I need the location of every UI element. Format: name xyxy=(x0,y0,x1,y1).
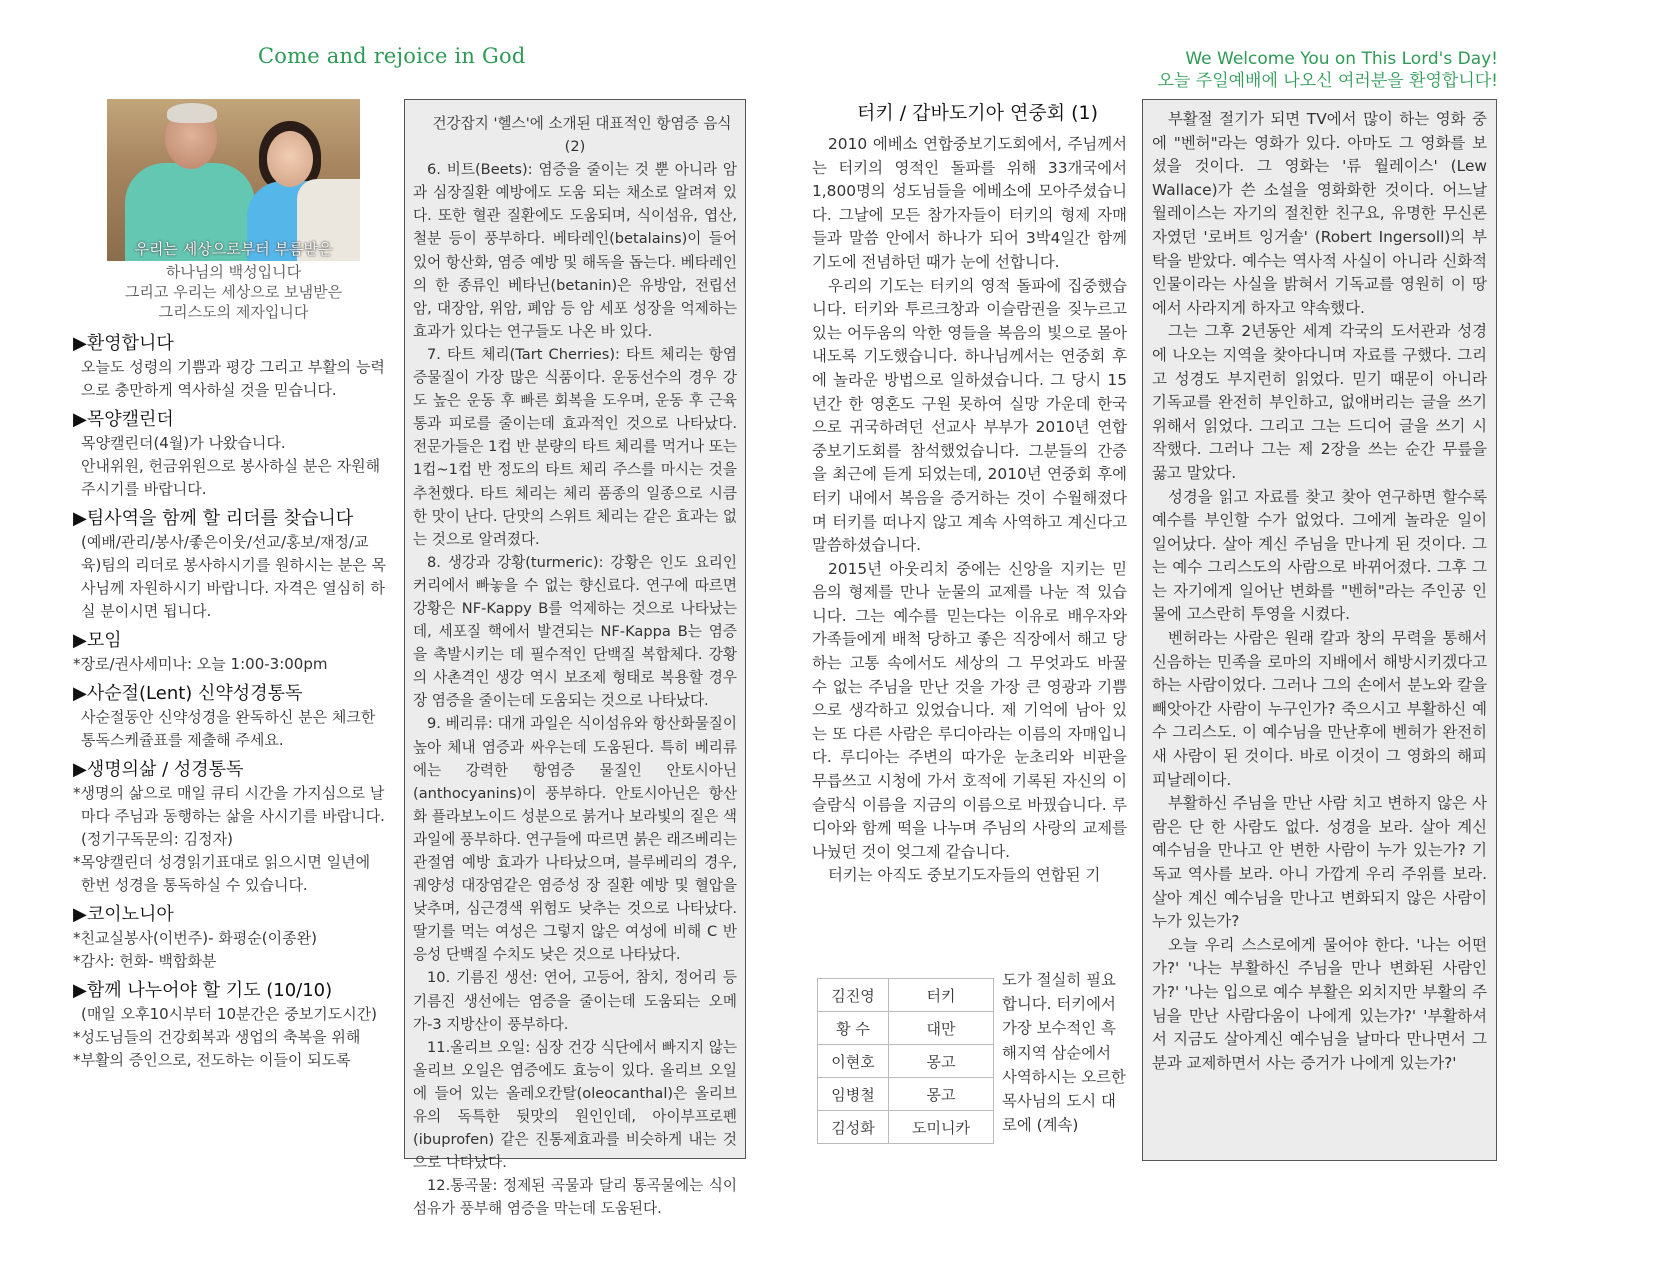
welcome-english: We Welcome You on This Lord's Day! xyxy=(1185,49,1498,69)
column-paragraph: 부활하신 주님을 만난 사람 치고 변하지 않은 사람은 단 한 사람도 없다. 성경을 보라. 살아 계신 예수님을 만나고 안 변한 사람이 누가 있는가? 기독교 역사를 보라. 아니 가깝게 우리 주위를 보라. 살아 계신 예수님을 만나고 변화되지 않은 사람이 누가 있는가? xyxy=(1152,794,1487,931)
life-text: *생명의 삶으로 매일 큐티 시간을 가지심으로 날마다 주님과 동행하는 삶을 사시기를 바랍니다.(정기구독문의: 김정자) xyxy=(73,784,385,848)
missionary-country: 몽고 xyxy=(889,1078,994,1111)
life-title: ▶생명의삶 / 성경통독 xyxy=(73,759,244,780)
caption-line: 그리스도의 제자입니다 xyxy=(158,303,309,321)
welcome-title: ▶환영합니다 xyxy=(73,333,174,354)
health-item-tart-cherries: 7. 타트 체리(Tart Cherries): 타트 체리는 항염증물질이 가장 많은 식품이다. 운동선수의 경우 강도 높은 운동 후 빠른 회복을 도우며, 운동 후 근육통과 피로를 줄이는데 효과적인 것으로 나타났다. 전문가들은 1컵 반 분량의 타트 체리를 먹거나 또는 1컵~1컵 반 정도의 타트 체리 주스를 마시는 것을 추천했다. 타트 체리는 체리 품종의 일종으로 시큼한 맛이 난다. 단맛의 스위트 체리는 같은 효과는 없는 것으로 알려졌다. xyxy=(413,345,737,548)
koinonia-thanks-text: *감사: 헌화- 백합화분 xyxy=(73,952,217,970)
turkey-article xyxy=(812,99,1127,888)
column-paragraph: 성경을 읽고 자료를 찾고 찾아 연구하면 할수록 예수를 부인할 수가 없었다. 그에게 놀라운 일이 일어났다. 살아 계신 주님을 만나게 된 것이다. 그는 예수 그리스도의 사람으로 바뀌어졌다. 그후 그는 자기에게 일어난 변화를 "벤허"라는 주인공 인물에 고스란히 투영을 시켰다. xyxy=(1152,487,1487,624)
welcome-text: 오늘도 성령의 기쁨과 평강 그리고 부활의 능력으로 충만하게 역사하실 것을 믿습니다. xyxy=(81,358,385,399)
table-row xyxy=(818,1078,994,1111)
health-item-fish: 10. 기름진 생선: 연어, 고등어, 참치, 정어리 등 기름진 생선에는 염증을 줄이는데 도움되는 오메가-3 지방산이 풍부하다. xyxy=(413,969,737,1033)
header-welcome xyxy=(1158,48,1498,92)
prayer-item: *성도님들의 건강회복과 생업의 축복을 위해 xyxy=(73,1028,361,1046)
welcome-korean: 오늘 주일예배에 나오신 여러분을 환영합니다! xyxy=(1157,71,1498,91)
health-item-whole-grains: 12.통곡물: 정제된 곡물과 달리 통곡물에는 식이섬유가 풍부해 염증을 막는데 도움된다. xyxy=(413,1177,737,1218)
article-tail-text: 도가 절실히 필요합니다. 터키에서 가장 보수적인 흑해지역 삼순에서 사역하시는 오르한 목사님의 도시 대로에 (계속) xyxy=(1002,971,1126,1135)
photo-caption xyxy=(107,262,360,322)
health-item-berries: 9. 베리류: 대개 과일은 식이섬유와 항산화물질이 높아 체내 염증과 싸우는데 도움된다. 특히 베리류에는 강력한 항염증 물질인 안토시아닌(anthocyanins)이 풍부하다. 안토시아닌은 항산화 플라보노이드 성분으로 붉거나 보라빛의 짙은 색 과일에 풍부하다. 연구들에 따르면 붉은 래즈베리는 관절염 예방 효과가 나타났으며, 블루베리의 경우, 궤양성 대장염같은 염증성 장 질환 예방 및 혈압을 낮추며, 심근경색 위험도 낮추는 것으로 나타났다. 딸기를 먹는 여성은 그렇지 않은 여성에 비해 C 반응성 단백질 수치도 낮은 것으로 나타났다. xyxy=(413,715,737,964)
koinonia-title: ▶코이노니아 xyxy=(73,904,174,925)
table-row xyxy=(818,1045,994,1078)
prayer-title: ▶함께 나누어야 할 기도 (10/10) xyxy=(73,980,333,1001)
article-paragraph: 2015년 아웃리치 중에는 신앙을 지키는 믿음의 형제를 만나 눈물의 교제를 나눈 적 있습니다. 그는 예수를 믿는다는 이유로 배우자와 가족들에게 배척 당하고 좋은 직장에서 해고 당하는 고통 속에서도 세상의 그 무엇과도 바꿀 수 없는 주님을 만난 것을 가장 큰 영광과 기쁨으로 생각하고 있었습니다. 제 기억에 남아 있는 또 다른 사람은 루디아라는 이름의 자매입니다. 루디아는 주변의 따가운 눈초리와 비판을 무릅쓰고 시청에 가서 호적에 기록된 자신의 이슬람식 이름을 지금의 이름으로 바꿨습니다. 루디아와 함께 떡을 나누며 주님의 사랑의 교제를 나눴던 것이 엊그제 같습니다. xyxy=(812,559,1127,861)
health-heading: 건강잡지 '헬스'에 소개된 대표적인 항염증 음식 (2) xyxy=(432,115,732,156)
calendar-volunteer-text: 안내위원, 헌금위원으로 봉사하실 분은 자원해 주시기를 바랍니다. xyxy=(81,457,381,498)
missionary-name: 임병철 xyxy=(818,1078,889,1111)
koinonia-service-text: *친교실봉사(이번주)- 화평순(이종완) xyxy=(73,929,317,947)
photo-figure-woman-head xyxy=(267,131,313,187)
caption-line: 그리고 우리는 세상으로 보냄받은 xyxy=(124,283,343,301)
caption-line: 하나님의 백성입니다 xyxy=(165,263,302,281)
article-title: 터키 / 갑바도기아 연중회 (1) xyxy=(856,102,1098,124)
lent-title: ▶사순절(Lent) 신약성경통독 xyxy=(73,683,303,704)
missionary-country: 몽고 xyxy=(889,1045,994,1078)
meeting-title: ▶모임 xyxy=(73,630,122,651)
health-item-turmeric: 8. 생강과 강황(turmeric): 강황은 인도 요리인 커리에서 빠놓을 수 없는 향신료다. 연구에 따르면 강황은 NF-Kappy B를 억제하는 것으로 나타났는데, 세포질 핵에서 발견되는 NF-Kappa B는 염증을 촉발시키는 데 필수적인 단백질 복합체다. 강황의 사촌격인 생강 역시 보조제 형태로 복용할 경우 장 염증을 줄이는데 도움되는 것으로 나타났다. xyxy=(413,553,737,710)
table-row xyxy=(818,1012,994,1045)
photo-figure-man-hair xyxy=(167,103,217,123)
table-row xyxy=(818,979,994,1012)
missionary-country: 도미니카 xyxy=(889,1111,994,1144)
leaders-text: (예배/관리/봉사/좋은이웃/선교/홍보/재정/교육)팀의 리더로 봉사하시기를 원하시는 분은 목사님께 자원하시기 바랍니다. 자격은 열심히 하실 분이시면 됩니다. xyxy=(81,533,387,620)
table-row xyxy=(818,1111,994,1144)
missionary-country: 대만 xyxy=(889,1012,994,1045)
column-paragraph: 부활절 절기가 되면 TV에서 많이 하는 영화 중에 "벤허"라는 영화가 있다. 아마도 그 영화를 보셨을 것이다. 그 영화는 '류 월레이스' (Lew Wallace)가 쓴 소설을 영화화한 것이다. 어느날 월레이스는 자기의 절친한 친구요, 유명한 무신론자였던 '로버트 잉거솔' (Robert Ingersoll)의 부탁을 받았다. 예수는 역사적 사실이 아니라 신화적 인물이라는 사실을 밝혀서 기독교를 영원히 이 땅에서 사라지게 하자고 약속했다. xyxy=(1152,110,1487,317)
column-paragraph: 벤허라는 사람은 원래 칼과 창의 무력을 통해서 신음하는 민족을 로마의 지배에서 해방시키겠다고 하는 사람이었다. 그러나 그의 손에서 분노와 칼을 빼앗아간 사람이 누구인가? 죽으시고 부활하신 예수 그리스도. 이 예수님을 만난후에 벤허가 완전히 새 사람이 된 것이다. 바로 이것이 그 영화의 해피 피날레이다. xyxy=(1152,629,1487,789)
article-paragraph: 우리의 기도는 터키의 영적 돌파에 집중했습니다. 터키와 투르크창과 이슬람권을 짖누르고 있는 어두움의 악한 영들을 복음의 빛으로 몰아내도록 기도했습니다. 하나님께서는 연중회 후에 놀라운 방법으로 일하셨습니다. 그 당시 15년간 한 영혼도 구원 못하여 실망 가운데 한국으로 귀국하려던 선교사 부부가 2010년 연합중보기도회를 참석했었습니다. 그분들의 간증을 최근에 듣게 되었는데, 2010년 연중회 후에 터키 내에서 복음을 증거하는 것이 수월해졌다며 터키를 떠나지 않고 계속 사역하고 계신다고 말씀하셨습니다. xyxy=(812,276,1127,555)
calendar-title: ▶목양캘린더 xyxy=(73,409,174,430)
health-article-box xyxy=(404,99,746,1218)
health-item-olive-oil: 11.올리브 오일: 심장 건강 식단에서 빠지지 않는 올리브 오일은 염증에도 효능이 있다. 올리브 오일에 들어 있는 올레오칸탈(oleocanthal)은 올리브유의 독특한 뒷맛의 원인인데, 아이부프로펜(ibuprofen) 같은 진통제효과를 비슷하게 내는 것으로 나타났다. xyxy=(413,1038,737,1172)
leaders-title: ▶팀사역을 함께 할 리더를 찾습니다 xyxy=(73,508,354,529)
meeting-text: *장로/권사세미나: 오늘 1:00-3:00pm xyxy=(73,655,328,673)
life-reading-text: *목양캘린더 성경읽기표대로 읽으시면 일년에 한번 성경을 통독하실 수 있습니다. xyxy=(73,853,371,894)
calendar-text: 목양캘린더(4월)가 나왔습니다. xyxy=(81,434,286,452)
missionary-table xyxy=(817,978,994,1144)
health-item-beets: 6. 비트(Beets): 염증을 줄이는 것 뿐 아니라 암과 심장질환 예방에도 도움 되는 채소로 알려져 있다. 또한 혈관 질환에도 도움되며, 식이섬유, 엽산, 철분 등이 풍부하다. 베타레인(betalains)이 들어있어 항산화, 염증 예방 및 해독을 돕는다. 베타레인의 한 종류인 베타닌(betanin)은 유방암, 전립선암, 대장암, 위암, 폐암 등 암 세포 성장을 억제하는 효과가 있다는 연구들도 나온 바 있다. xyxy=(413,161,737,340)
article-paragraph-lead: 터키는 아직도 중보기도자들의 연합된 기 xyxy=(828,866,1101,885)
benhur-column-box xyxy=(1142,99,1497,1161)
pastor-couple-photo xyxy=(107,99,360,261)
header-slogan: Come and rejoice in God xyxy=(258,44,526,68)
missionary-name: 이현호 xyxy=(818,1045,889,1078)
photo-overlay-caption: 우리는 세상으로부터 부름받은 xyxy=(134,240,333,258)
missionary-country: 터키 xyxy=(889,979,994,1012)
column-paragraph: 오늘 우리 스스로에게 물어야 한다. '나는 어떤가?' '나는 부활하신 주님을 만나 변화된 사람인가?' '나는 입으로 예수 부활은 외치지만 부활의 주님을 만난 사람다움이 나에게 있는가?' '부활하셔서 지금도 살아계신 예수님을 날마다 만나면서 그분과 교제하면서 사는 증거가 나에게 있는가?' xyxy=(1152,935,1487,1072)
lent-text: 사순절동안 신약성경을 완독하신 분은 체크한 통독스케쥴표를 제출해 주세요. xyxy=(81,708,376,749)
column-paragraph: 그는 그후 2년동안 세계 각국의 도서관과 성경에 나오는 지역을 찾아다니며 자료를 구했다. 그리고 성경도 부지런히 읽었다. 믿기 때문이 아니라 기독교를 완전히 부인하고, 없애버리는 글을 쓰기 위해서 읽었다. 그리고 그는 드디어 글을 쓰기 시작했다. 그러나 그는 제 2장을 쓰는 순간 무릎을 꿇고 말았다. xyxy=(1152,322,1487,482)
article-paragraph: 2010 에베소 연합중보기도회에서, 주님께서는 터키의 영적인 돌파를 위해 33개국에서 1,800명의 성도님들을 에베소에 모아주셨습니다. 그날에 모든 참가자들이 터키의 형제 자매들과 말씀 안에서 하나가 되어 3박4일간 함께 기도에 전념하던 때가 눈에 선합니다. xyxy=(812,135,1127,271)
missionary-name: 김성화 xyxy=(818,1111,889,1144)
prayer-time-text: (매일 오후10시부터 10분간은 중보기도시간) xyxy=(81,1005,378,1023)
missionary-name: 김진영 xyxy=(818,979,889,1012)
church-notices xyxy=(73,332,387,1072)
missionary-name: 황 수 xyxy=(818,1012,889,1045)
prayer-item: *부활의 증인으로, 전도하는 이들이 되도록 xyxy=(73,1051,351,1069)
